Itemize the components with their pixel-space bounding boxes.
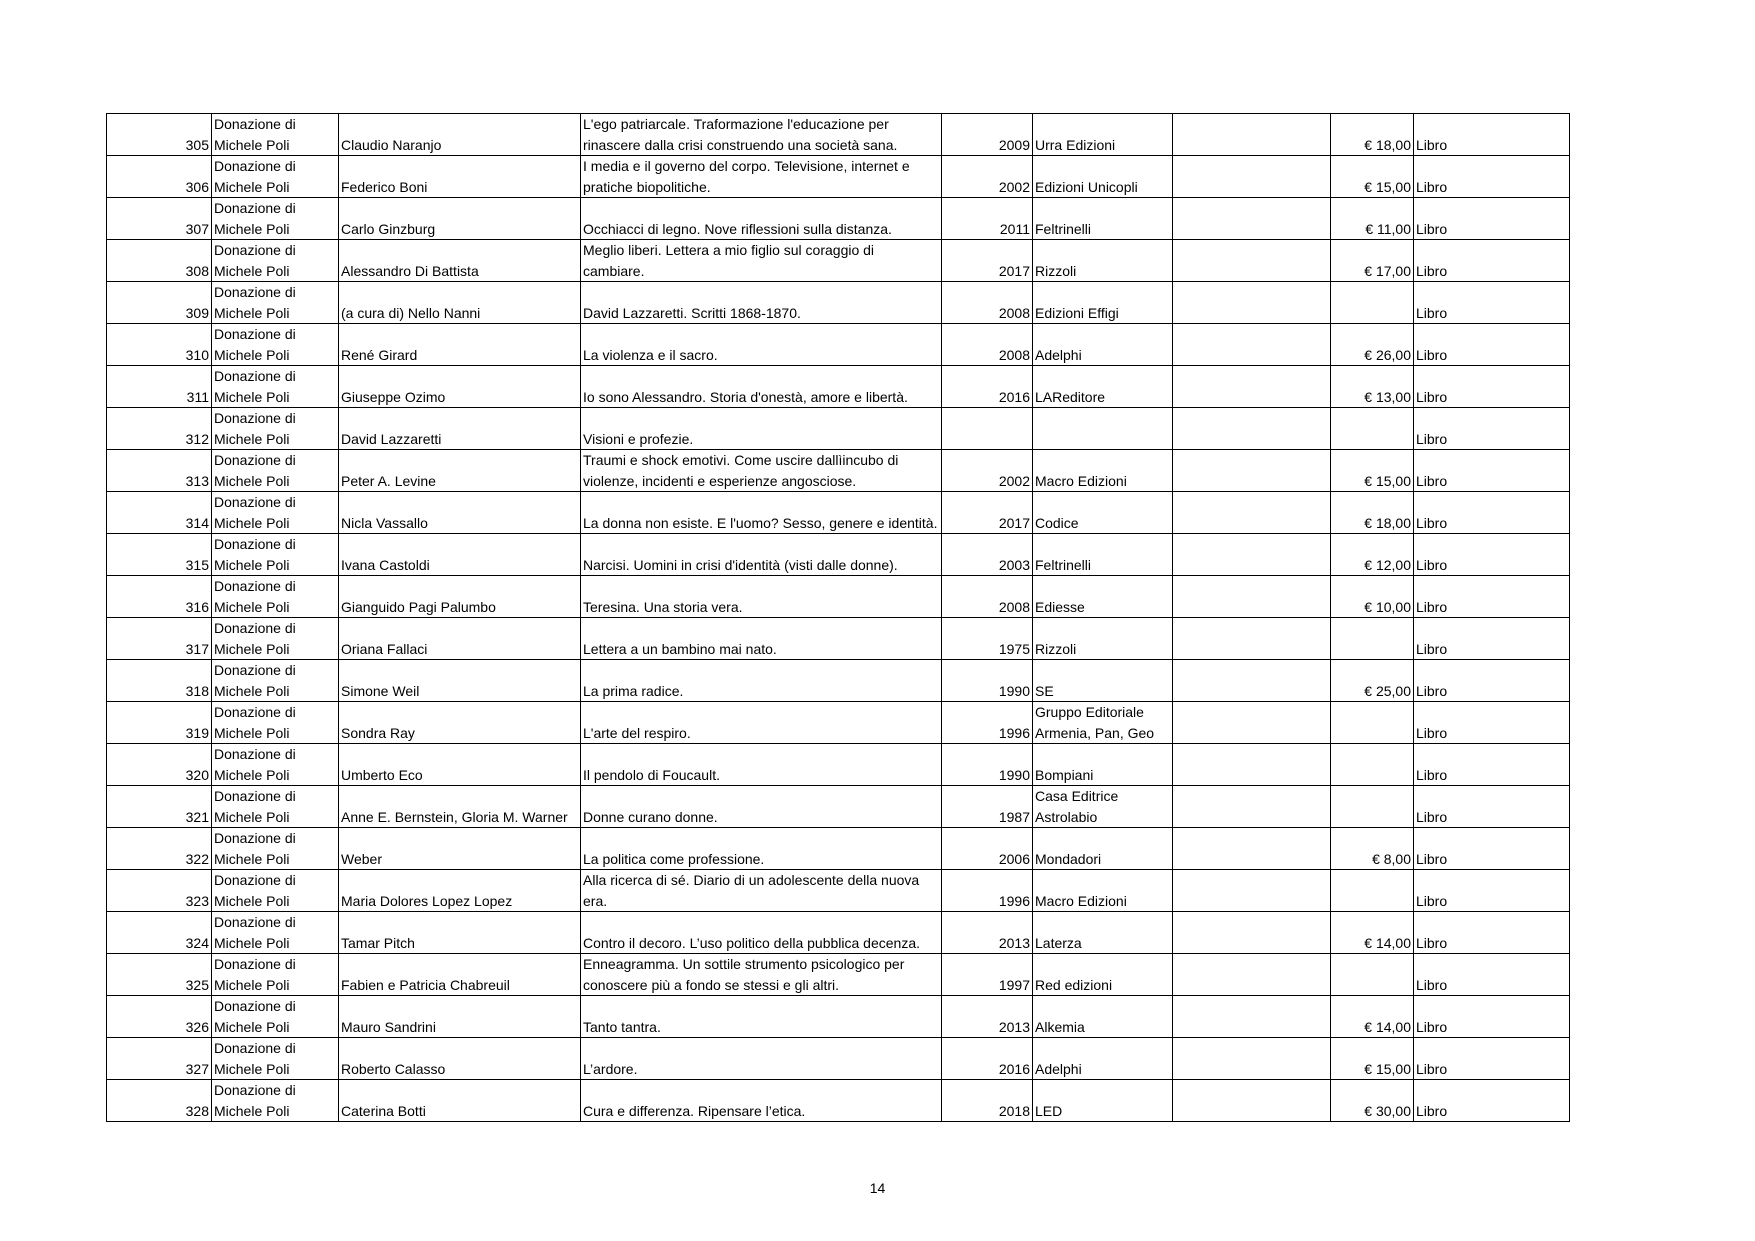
table-row (107, 240, 1570, 282)
cell-author: Anne E. Bernstein, Gloria M. Warner (339, 786, 581, 828)
cell-donor: Donazione di Michele Poli (212, 576, 339, 618)
cell-author: Weber (339, 828, 581, 870)
cell-type: Libro (1414, 408, 1570, 450)
cell-price (1331, 744, 1414, 786)
cell-type: Libro (1414, 324, 1570, 366)
cell-number: 316 (107, 576, 212, 618)
cell-title: Contro il decoro. L’uso politico della pubblica decenza. (581, 912, 942, 954)
cell-donor: Donazione di Michele Poli (212, 786, 339, 828)
table-row (107, 282, 1570, 324)
table-body (107, 114, 1570, 1122)
catalog-table (106, 113, 1570, 1122)
table-row (107, 912, 1570, 954)
cell-author: Alessandro Di Battista (339, 240, 581, 282)
cell-author: Caterina Botti (339, 1080, 581, 1122)
table-row (107, 576, 1570, 618)
cell-number: 321 (107, 786, 212, 828)
cell-author: David Lazzaretti (339, 408, 581, 450)
cell-number: 326 (107, 996, 212, 1038)
cell-title: Traumi e shock emotivi. Come uscire dallìincubo di violenze, incidenti e esperienze angosciose. (581, 450, 942, 492)
cell-price (1331, 618, 1414, 660)
cell-number: 310 (107, 324, 212, 366)
cell-author: Federico Boni (339, 156, 581, 198)
cell-type: Libro (1414, 576, 1570, 618)
cell-price (1331, 282, 1414, 324)
cell-author: Gianguido Pagi Palumbo (339, 576, 581, 618)
cell-year: 1996 (942, 702, 1033, 744)
cell-notes (1173, 114, 1331, 156)
cell-price: € 14,00 (1331, 912, 1414, 954)
cell-type: Libro (1414, 1038, 1570, 1080)
cell-author: René Girard (339, 324, 581, 366)
cell-price: € 30,00 (1331, 1080, 1414, 1122)
cell-notes (1173, 786, 1331, 828)
cell-publisher: Adelphi (1033, 1038, 1173, 1080)
cell-title: Cura e differenza. Ripensare l’etica. (581, 1080, 942, 1122)
cell-notes (1173, 954, 1331, 996)
cell-type: Libro (1414, 198, 1570, 240)
table-row (107, 660, 1570, 702)
cell-author: (a cura di) Nello Nanni (339, 282, 581, 324)
cell-type: Libro (1414, 156, 1570, 198)
cell-number: 309 (107, 282, 212, 324)
cell-publisher: Edizioni Effigi (1033, 282, 1173, 324)
cell-donor: Donazione di Michele Poli (212, 828, 339, 870)
cell-price: € 12,00 (1331, 534, 1414, 576)
cell-number: 305 (107, 114, 212, 156)
cell-publisher: Laterza (1033, 912, 1173, 954)
cell-year: 2009 (942, 114, 1033, 156)
cell-number: 323 (107, 870, 212, 912)
cell-notes (1173, 492, 1331, 534)
cell-year: 1975 (942, 618, 1033, 660)
cell-title: David Lazzaretti. Scritti 1868-1870. (581, 282, 942, 324)
cell-number: 327 (107, 1038, 212, 1080)
cell-number: 322 (107, 828, 212, 870)
cell-price: € 14,00 (1331, 996, 1414, 1038)
cell-publisher (1033, 408, 1173, 450)
cell-price (1331, 408, 1414, 450)
cell-donor: Donazione di Michele Poli (212, 114, 339, 156)
cell-type: Libro (1414, 996, 1570, 1038)
table-row (107, 702, 1570, 744)
cell-donor: Donazione di Michele Poli (212, 744, 339, 786)
cell-number: 328 (107, 1080, 212, 1122)
cell-year: 2006 (942, 828, 1033, 870)
cell-price: € 26,00 (1331, 324, 1414, 366)
cell-year: 1987 (942, 786, 1033, 828)
table-row (107, 954, 1570, 996)
cell-author: Oriana Fallaci (339, 618, 581, 660)
table-row (107, 450, 1570, 492)
table-row (107, 408, 1570, 450)
cell-publisher: Edizioni Unicopli (1033, 156, 1173, 198)
cell-title: Visioni e profezie. (581, 408, 942, 450)
cell-type: Libro (1414, 702, 1570, 744)
cell-donor: Donazione di Michele Poli (212, 282, 339, 324)
cell-year (942, 408, 1033, 450)
cell-year: 2008 (942, 282, 1033, 324)
cell-author: Simone Weil (339, 660, 581, 702)
cell-publisher: Codice (1033, 492, 1173, 534)
cell-notes (1173, 744, 1331, 786)
cell-title: L'arte del respiro. (581, 702, 942, 744)
cell-price: € 15,00 (1331, 156, 1414, 198)
table-row (107, 996, 1570, 1038)
cell-year: 2008 (942, 324, 1033, 366)
cell-donor: Donazione di Michele Poli (212, 408, 339, 450)
cell-notes (1173, 1038, 1331, 1080)
cell-year: 2003 (942, 534, 1033, 576)
cell-year: 2016 (942, 366, 1033, 408)
cell-number: 313 (107, 450, 212, 492)
cell-price: € 13,00 (1331, 366, 1414, 408)
cell-donor: Donazione di Michele Poli (212, 870, 339, 912)
cell-publisher: LED (1033, 1080, 1173, 1122)
cell-publisher: Casa Editrice Astrolabio (1033, 786, 1173, 828)
cell-title: Io sono Alessandro. Storia d'onestà, amore e libertà. (581, 366, 942, 408)
cell-type: Libro (1414, 954, 1570, 996)
cell-type: Libro (1414, 366, 1570, 408)
cell-price: € 11,00 (1331, 198, 1414, 240)
cell-donor: Donazione di Michele Poli (212, 996, 339, 1038)
cell-price: € 18,00 (1331, 114, 1414, 156)
cell-publisher: Bompiani (1033, 744, 1173, 786)
cell-notes (1173, 240, 1331, 282)
cell-type: Libro (1414, 744, 1570, 786)
cell-donor: Donazione di Michele Poli (212, 912, 339, 954)
cell-type: Libro (1414, 786, 1570, 828)
cell-year: 2017 (942, 240, 1033, 282)
cell-donor: Donazione di Michele Poli (212, 618, 339, 660)
table-row (107, 744, 1570, 786)
table-row (107, 870, 1570, 912)
cell-type: Libro (1414, 618, 1570, 660)
table-row (107, 1038, 1570, 1080)
cell-donor: Donazione di Michele Poli (212, 240, 339, 282)
cell-author: Mauro Sandrini (339, 996, 581, 1038)
cell-title: La prima radice. (581, 660, 942, 702)
cell-author: Nicla Vassallo (339, 492, 581, 534)
cell-year: 2002 (942, 156, 1033, 198)
cell-year: 2008 (942, 576, 1033, 618)
cell-year: 2016 (942, 1038, 1033, 1080)
cell-author: Ivana Castoldi (339, 534, 581, 576)
cell-donor: Donazione di Michele Poli (212, 660, 339, 702)
cell-title: Tanto tantra. (581, 996, 942, 1038)
cell-donor: Donazione di Michele Poli (212, 534, 339, 576)
cell-title: Meglio liberi. Lettera a mio figlio sul coraggio di cambiare. (581, 240, 942, 282)
cell-number: 318 (107, 660, 212, 702)
cell-donor: Donazione di Michele Poli (212, 954, 339, 996)
cell-author: Carlo Ginzburg (339, 198, 581, 240)
table-row (107, 324, 1570, 366)
cell-author: Sondra Ray (339, 702, 581, 744)
table-row (107, 1080, 1570, 1122)
cell-author: Tamar Pitch (339, 912, 581, 954)
cell-title: Occhiacci di legno. Nove riflessioni sulla distanza. (581, 198, 942, 240)
cell-title: Alla ricerca di sé. Diario di un adolescente della nuova era. (581, 870, 942, 912)
cell-price (1331, 870, 1414, 912)
cell-price: € 18,00 (1331, 492, 1414, 534)
table-row (107, 618, 1570, 660)
cell-publisher: Red edizioni (1033, 954, 1173, 996)
table-row (107, 492, 1570, 534)
cell-type: Libro (1414, 240, 1570, 282)
cell-title: La donna non esiste. E l'uomo? Sesso, genere e identità. (581, 492, 942, 534)
cell-year: 1996 (942, 870, 1033, 912)
cell-type: Libro (1414, 912, 1570, 954)
cell-author: Maria Dolores Lopez Lopez (339, 870, 581, 912)
cell-author: Fabien e Patricia Chabreuil (339, 954, 581, 996)
cell-donor: Donazione di Michele Poli (212, 198, 339, 240)
cell-notes (1173, 828, 1331, 870)
cell-donor: Donazione di Michele Poli (212, 1080, 339, 1122)
cell-type: Libro (1414, 660, 1570, 702)
cell-publisher: SE (1033, 660, 1173, 702)
cell-publisher: Gruppo Editoriale Armenia, Pan, Geo (1033, 702, 1173, 744)
cell-year: 1990 (942, 660, 1033, 702)
cell-type: Libro (1414, 534, 1570, 576)
table-row (107, 828, 1570, 870)
cell-number: 325 (107, 954, 212, 996)
cell-year: 2011 (942, 198, 1033, 240)
cell-price: € 15,00 (1331, 450, 1414, 492)
cell-notes (1173, 366, 1331, 408)
cell-donor: Donazione di Michele Poli (212, 366, 339, 408)
cell-number: 307 (107, 198, 212, 240)
cell-author: Roberto Calasso (339, 1038, 581, 1080)
cell-notes (1173, 996, 1331, 1038)
page-number: 14 (869, 1180, 886, 1196)
cell-year: 2002 (942, 450, 1033, 492)
table-row (107, 534, 1570, 576)
cell-type: Libro (1414, 450, 1570, 492)
cell-notes (1173, 324, 1331, 366)
cell-title: Enneagramma. Un sottile strumento psicologico per conoscere più a fondo se stessi e gli altri. (581, 954, 942, 996)
cell-number: 311 (107, 366, 212, 408)
cell-year: 2013 (942, 912, 1033, 954)
cell-price: € 10,00 (1331, 576, 1414, 618)
cell-title: La violenza e il sacro. (581, 324, 942, 366)
cell-price (1331, 702, 1414, 744)
cell-title: L’ardore. (581, 1038, 942, 1080)
cell-donor: Donazione di Michele Poli (212, 492, 339, 534)
cell-publisher: Alkemia (1033, 996, 1173, 1038)
cell-number: 312 (107, 408, 212, 450)
cell-year: 2017 (942, 492, 1033, 534)
cell-publisher: LAReditore (1033, 366, 1173, 408)
cell-year: 1990 (942, 744, 1033, 786)
cell-title: Teresina. Una storia vera. (581, 576, 942, 618)
cell-year: 2013 (942, 996, 1033, 1038)
cell-title: La politica come professione. (581, 828, 942, 870)
cell-notes (1173, 576, 1331, 618)
cell-publisher: Ediesse (1033, 576, 1173, 618)
cell-number: 315 (107, 534, 212, 576)
table-row (107, 366, 1570, 408)
cell-notes (1173, 282, 1331, 324)
cell-publisher: Urra Edizioni (1033, 114, 1173, 156)
cell-title: Donne curano donne. (581, 786, 942, 828)
cell-number: 314 (107, 492, 212, 534)
cell-notes (1173, 450, 1331, 492)
cell-donor: Donazione di Michele Poli (212, 702, 339, 744)
cell-author: Peter A. Levine (339, 450, 581, 492)
cell-notes (1173, 870, 1331, 912)
cell-notes (1173, 660, 1331, 702)
cell-type: Libro (1414, 828, 1570, 870)
cell-type: Libro (1414, 282, 1570, 324)
cell-donor: Donazione di Michele Poli (212, 324, 339, 366)
cell-title: I media e il governo del corpo. Televisione, internet e pratiche biopolitiche. (581, 156, 942, 198)
cell-notes (1173, 408, 1331, 450)
cell-author: Giuseppe Ozimo (339, 366, 581, 408)
cell-price (1331, 786, 1414, 828)
cell-year: 1997 (942, 954, 1033, 996)
cell-notes (1173, 618, 1331, 660)
cell-author: Claudio Naranjo (339, 114, 581, 156)
cell-number: 308 (107, 240, 212, 282)
cell-publisher: Feltrinelli (1033, 534, 1173, 576)
cell-type: Libro (1414, 492, 1570, 534)
cell-donor: Donazione di Michele Poli (212, 1038, 339, 1080)
cell-title: L'ego patriarcale. Traformazione l'educazione per rinascere dalla crisi construendo una società sana. (581, 114, 942, 156)
cell-publisher: Adelphi (1033, 324, 1173, 366)
cell-number: 319 (107, 702, 212, 744)
cell-publisher: Macro Edizioni (1033, 870, 1173, 912)
cell-title: Il pendolo di Foucault. (581, 744, 942, 786)
cell-author: Umberto Eco (339, 744, 581, 786)
cell-publisher: Rizzoli (1033, 618, 1173, 660)
cell-number: 317 (107, 618, 212, 660)
cell-price: € 17,00 (1331, 240, 1414, 282)
cell-publisher: Mondadori (1033, 828, 1173, 870)
cell-donor: Donazione di Michele Poli (212, 156, 339, 198)
cell-number: 306 (107, 156, 212, 198)
cell-publisher: Feltrinelli (1033, 198, 1173, 240)
cell-type: Libro (1414, 870, 1570, 912)
cell-donor: Donazione di Michele Poli (212, 450, 339, 492)
table-row (107, 156, 1570, 198)
cell-price (1331, 954, 1414, 996)
table-row (107, 114, 1570, 156)
cell-notes (1173, 156, 1331, 198)
cell-price: € 15,00 (1331, 1038, 1414, 1080)
cell-notes (1173, 198, 1331, 240)
cell-notes (1173, 912, 1331, 954)
cell-publisher: Macro Edizioni (1033, 450, 1173, 492)
cell-price: € 25,00 (1331, 660, 1414, 702)
table-row (107, 198, 1570, 240)
cell-type: Libro (1414, 114, 1570, 156)
cell-publisher: Rizzoli (1033, 240, 1173, 282)
cell-title: Narcisi. Uomini in crisi d'identità (visti dalle donne). (581, 534, 942, 576)
cell-price: € 8,00 (1331, 828, 1414, 870)
cell-number: 320 (107, 744, 212, 786)
cell-notes (1173, 1080, 1331, 1122)
cell-type: Libro (1414, 1080, 1570, 1122)
table-row (107, 786, 1570, 828)
cell-notes (1173, 702, 1331, 744)
cell-year: 2018 (942, 1080, 1033, 1122)
cell-notes (1173, 534, 1331, 576)
cell-title: Lettera a un bambino mai nato. (581, 618, 942, 660)
cell-number: 324 (107, 912, 212, 954)
